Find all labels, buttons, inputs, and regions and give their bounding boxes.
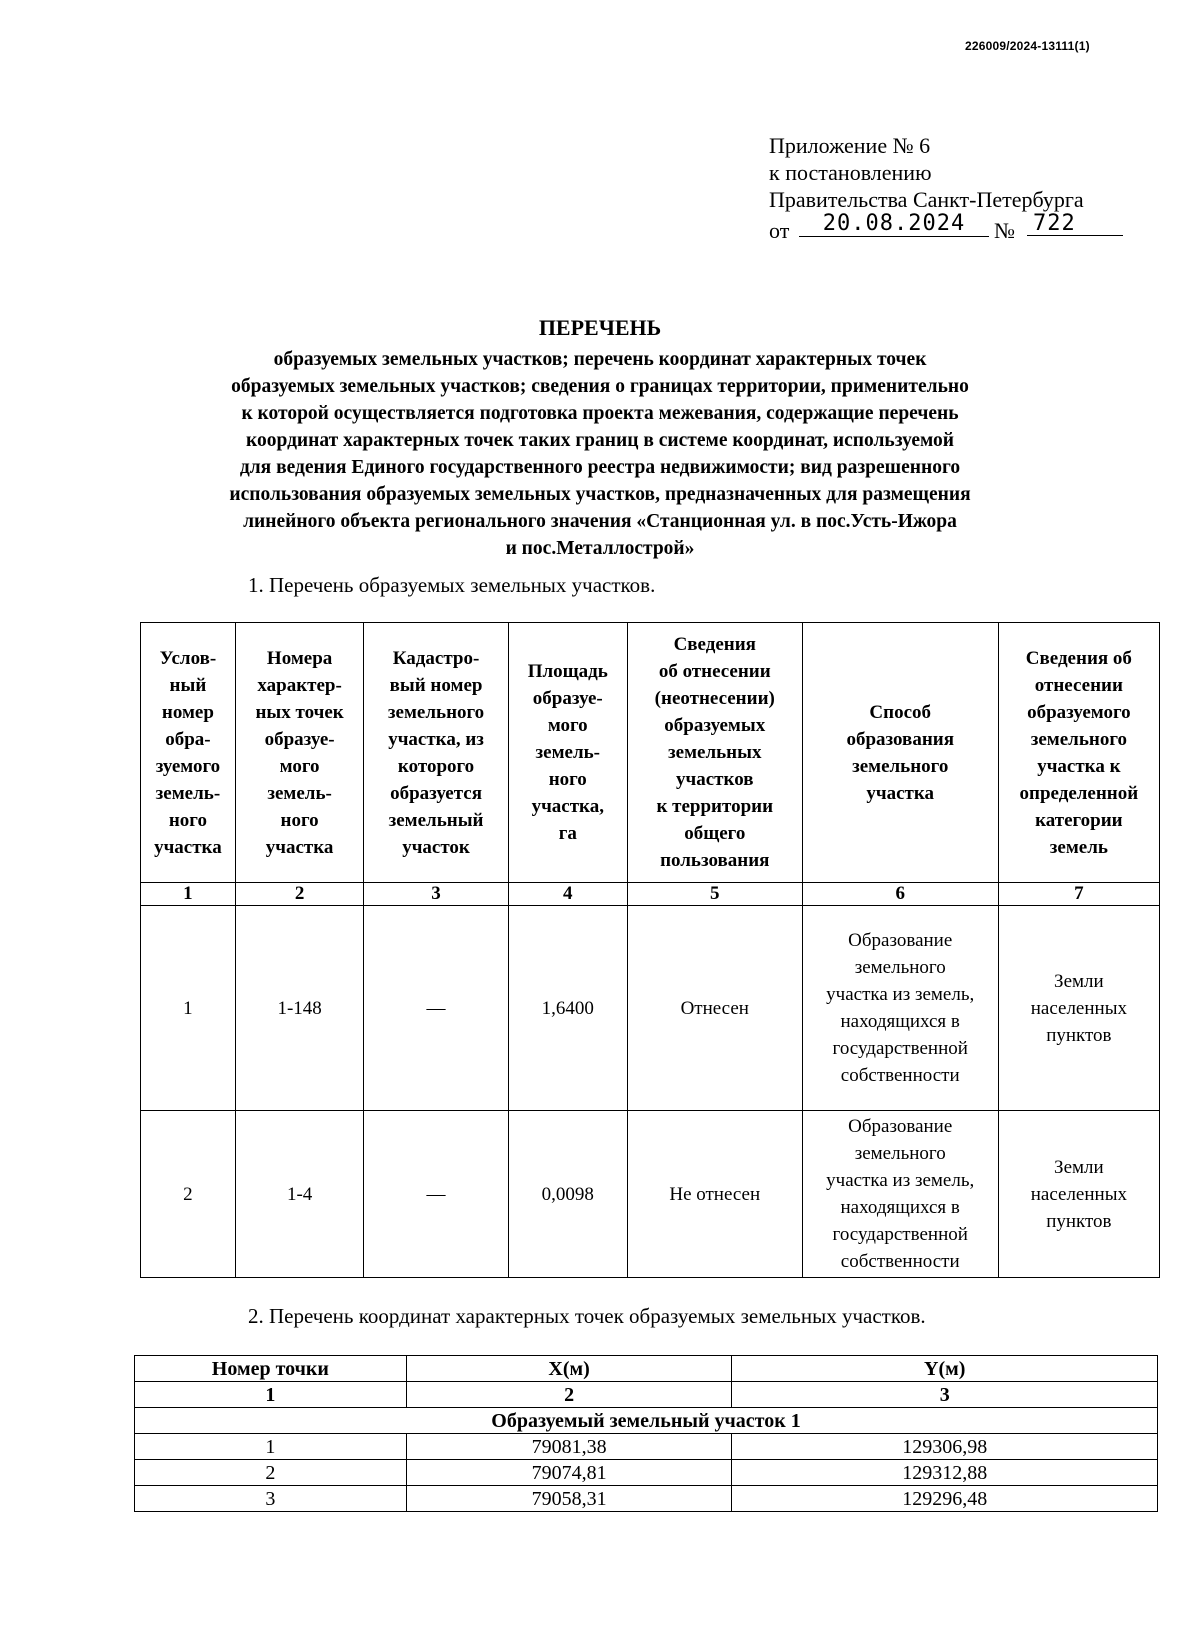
cell-line: которого bbox=[397, 755, 475, 777]
date-prefix-label: от bbox=[769, 218, 790, 243]
cell-line: отнесении bbox=[1034, 674, 1123, 696]
point-y: 129306,98 bbox=[732, 1434, 1158, 1460]
cell-line: об отнесении bbox=[658, 661, 771, 682]
cell-line: образуется bbox=[390, 782, 483, 804]
cell-line: общего bbox=[684, 823, 746, 844]
cell-line: находящихся в bbox=[840, 1197, 960, 1218]
table-row bbox=[141, 1111, 1160, 1278]
cell-line: Сведения об bbox=[1025, 647, 1132, 669]
header-cell bbox=[508, 623, 627, 883]
cell-line: государственной bbox=[832, 1038, 968, 1059]
table-header-row bbox=[141, 623, 1160, 883]
cell-line: участка, bbox=[531, 796, 604, 817]
cell-line: участка bbox=[866, 782, 935, 804]
cell-line: находящихся в bbox=[840, 1011, 960, 1032]
section-1-title: 1. Перечень образуемых земельных участков. bbox=[248, 573, 656, 597]
column-number: 1 bbox=[141, 883, 236, 906]
cell-line: Номера bbox=[266, 647, 333, 669]
plot-area: 1,6400 bbox=[508, 906, 627, 1111]
cell-line: к территории bbox=[656, 796, 774, 817]
cell-line: земель- bbox=[535, 742, 600, 763]
cell-line: Образование bbox=[848, 1116, 953, 1137]
column-number: 7 bbox=[998, 883, 1159, 906]
cell-line: образуе- bbox=[532, 688, 603, 709]
cell-line: обра- bbox=[165, 728, 211, 750]
document-number: 226009/2024-13111(1) bbox=[965, 39, 1090, 53]
cell-line: пунктов bbox=[1046, 1024, 1112, 1046]
point-number: 2 bbox=[135, 1460, 407, 1486]
cell-line: участка, из bbox=[388, 728, 484, 750]
cell-line: земельного bbox=[854, 1143, 946, 1164]
header-cell: Номер точки bbox=[135, 1356, 407, 1382]
column-number-row bbox=[141, 883, 1160, 906]
plot-public-use: Отнесен bbox=[627, 906, 802, 1111]
appendix-line-1: Приложение № 6 bbox=[769, 133, 931, 158]
column-number: 1 bbox=[135, 1382, 407, 1408]
header-cell bbox=[627, 623, 802, 883]
column-number-row bbox=[135, 1382, 1158, 1408]
decree-date: 20.08.2024 bbox=[799, 210, 989, 237]
header-cell bbox=[998, 623, 1159, 883]
plot-cadastral: — bbox=[364, 1111, 508, 1278]
table-row bbox=[135, 1434, 1158, 1460]
appendix-block bbox=[769, 132, 1129, 243]
cell-line: пользования bbox=[660, 850, 770, 871]
header-cell bbox=[235, 623, 364, 883]
table-header-row bbox=[135, 1356, 1158, 1382]
column-number: 6 bbox=[802, 883, 998, 906]
point-x: 79074,81 bbox=[406, 1460, 732, 1486]
appendix-line-2: к постановлению bbox=[769, 160, 932, 185]
plot-category bbox=[998, 906, 1159, 1111]
table-row bbox=[135, 1486, 1158, 1512]
cell-line: ного bbox=[168, 809, 207, 831]
appendix-date-line bbox=[769, 213, 1129, 243]
cell-line: Сведения bbox=[673, 634, 756, 655]
cell-line: участка bbox=[154, 836, 222, 858]
cell-line: Площадь bbox=[527, 661, 608, 682]
cell-line: ного bbox=[548, 769, 587, 790]
cell-line: населенных bbox=[1030, 997, 1127, 1019]
page-title: ПЕРЕЧЕНЬ bbox=[538, 315, 662, 340]
cell-line: государственной bbox=[832, 1224, 968, 1245]
land-plots-table bbox=[140, 622, 1160, 1278]
point-number: 3 bbox=[135, 1486, 407, 1512]
header-cell bbox=[141, 623, 236, 883]
plot-id: 1 bbox=[141, 906, 236, 1111]
column-number: 3 bbox=[732, 1382, 1158, 1408]
cell-line: ного bbox=[280, 809, 319, 831]
cell-line: земель bbox=[1049, 836, 1108, 858]
cell-line: участок bbox=[402, 836, 470, 858]
cell-line: мого bbox=[279, 755, 320, 777]
cell-line: участка из земель, bbox=[826, 1170, 975, 1191]
cell-line: ный bbox=[169, 674, 207, 696]
cell-line: ных точек bbox=[255, 701, 344, 723]
point-y: 129296,48 bbox=[732, 1486, 1158, 1512]
subtitle-line: координат характерных точек таких границ в системе координат, используемой bbox=[246, 430, 954, 451]
cell-line: (неотнесении) bbox=[654, 688, 775, 709]
plot-points: 1-148 bbox=[235, 906, 364, 1111]
cell-line: участка к bbox=[1037, 755, 1121, 777]
group-title-row bbox=[135, 1408, 1158, 1434]
cell-line: участков bbox=[676, 769, 754, 790]
cell-line: Земли bbox=[1054, 970, 1104, 992]
header-cell bbox=[802, 623, 998, 883]
cell-line: земель- bbox=[155, 782, 221, 804]
header-cell: X(м) bbox=[406, 1356, 732, 1382]
cell-line: земельный bbox=[388, 809, 484, 831]
subtitle-line: к которой осуществляется подготовка проекта межевания, содержащие перечень bbox=[241, 403, 959, 424]
number-sign-label: № bbox=[994, 218, 1015, 243]
cell-line: га bbox=[558, 823, 577, 844]
cell-line: населенных bbox=[1030, 1183, 1127, 1205]
cell-line: Кадастро- bbox=[392, 647, 480, 669]
cell-line: пунктов bbox=[1046, 1210, 1112, 1232]
subtitle-line: для ведения Единого государственного реестра недвижимости; вид разрешенного bbox=[239, 457, 961, 478]
cell-line: земельного bbox=[854, 957, 946, 978]
group-title: Образуемый земельный участок 1 bbox=[135, 1408, 1158, 1434]
cell-line: земельного bbox=[852, 755, 949, 777]
cell-line: собственности bbox=[840, 1251, 960, 1272]
plot-cadastral: — bbox=[364, 906, 508, 1111]
cell-line: Образование bbox=[848, 930, 953, 951]
cell-line: участка bbox=[265, 836, 334, 858]
header-cell bbox=[364, 623, 508, 883]
cell-line: собственности bbox=[840, 1065, 960, 1086]
cell-line: определенной bbox=[1019, 782, 1139, 804]
cell-line: земельных bbox=[668, 742, 762, 763]
plot-area: 0,0098 bbox=[508, 1111, 627, 1278]
plot-method bbox=[802, 1111, 998, 1278]
column-number: 2 bbox=[235, 883, 364, 906]
table-row bbox=[135, 1460, 1158, 1486]
cell-line: Земли bbox=[1054, 1156, 1104, 1178]
point-x: 79058,31 bbox=[406, 1486, 732, 1512]
cell-line: характер- bbox=[257, 674, 342, 696]
column-number: 5 bbox=[627, 883, 802, 906]
cell-line: категории bbox=[1035, 809, 1123, 831]
plot-id: 2 bbox=[141, 1111, 236, 1278]
cell-line: земельного bbox=[387, 701, 485, 723]
point-x: 79081,38 bbox=[406, 1434, 732, 1460]
cell-line: образования bbox=[846, 728, 954, 750]
cell-line: зуемого bbox=[155, 755, 221, 777]
cell-line: земельного bbox=[1030, 728, 1127, 750]
plot-method bbox=[802, 906, 998, 1111]
header-cell: Y(м) bbox=[732, 1356, 1158, 1382]
plot-points: 1-4 bbox=[235, 1111, 364, 1278]
cell-line: мого bbox=[547, 715, 588, 736]
decree-number: 722 bbox=[1027, 210, 1123, 236]
cell-line: номер bbox=[161, 701, 214, 723]
plot-public-use: Не отнесен bbox=[627, 1111, 802, 1278]
column-number: 4 bbox=[508, 883, 627, 906]
cell-line: образуемых bbox=[664, 715, 766, 736]
column-number: 2 bbox=[406, 1382, 732, 1408]
column-number: 3 bbox=[364, 883, 508, 906]
cell-line: земель- bbox=[267, 782, 332, 804]
point-y: 129312,88 bbox=[732, 1460, 1158, 1486]
subtitle-line: использования образуемых земельных участков, предназначенных для размещения bbox=[229, 484, 971, 505]
appendix-line-3: Правительства Санкт-Петербурга bbox=[769, 187, 1084, 212]
cell-line: вый номер bbox=[389, 674, 483, 696]
table-row bbox=[141, 906, 1160, 1111]
subtitle-line: образуемых земельных участков; сведения о границах территории, применительно bbox=[231, 376, 969, 397]
cell-line: образуемого bbox=[1027, 701, 1131, 723]
page-subtitle bbox=[160, 346, 1040, 562]
cell-line: Способ bbox=[869, 701, 932, 723]
section-2-title: 2. Перечень координат характерных точек образуемых земельных участков. bbox=[248, 1304, 926, 1328]
plot-category bbox=[998, 1111, 1159, 1278]
point-number: 1 bbox=[135, 1434, 407, 1460]
subtitle-line: и пос.Металлострой» bbox=[505, 538, 695, 559]
coordinates-table bbox=[134, 1355, 1158, 1512]
cell-line: Услов- bbox=[159, 647, 217, 669]
subtitle-line: линейного объекта регионального значения «Станционная ул. в пос.Усть-Ижора bbox=[243, 511, 957, 532]
cell-line: участка из земель, bbox=[826, 984, 975, 1005]
cell-line: образуе- bbox=[264, 728, 335, 750]
subtitle-line: образуемых земельных участков; перечень координат характерных точек bbox=[273, 349, 927, 370]
